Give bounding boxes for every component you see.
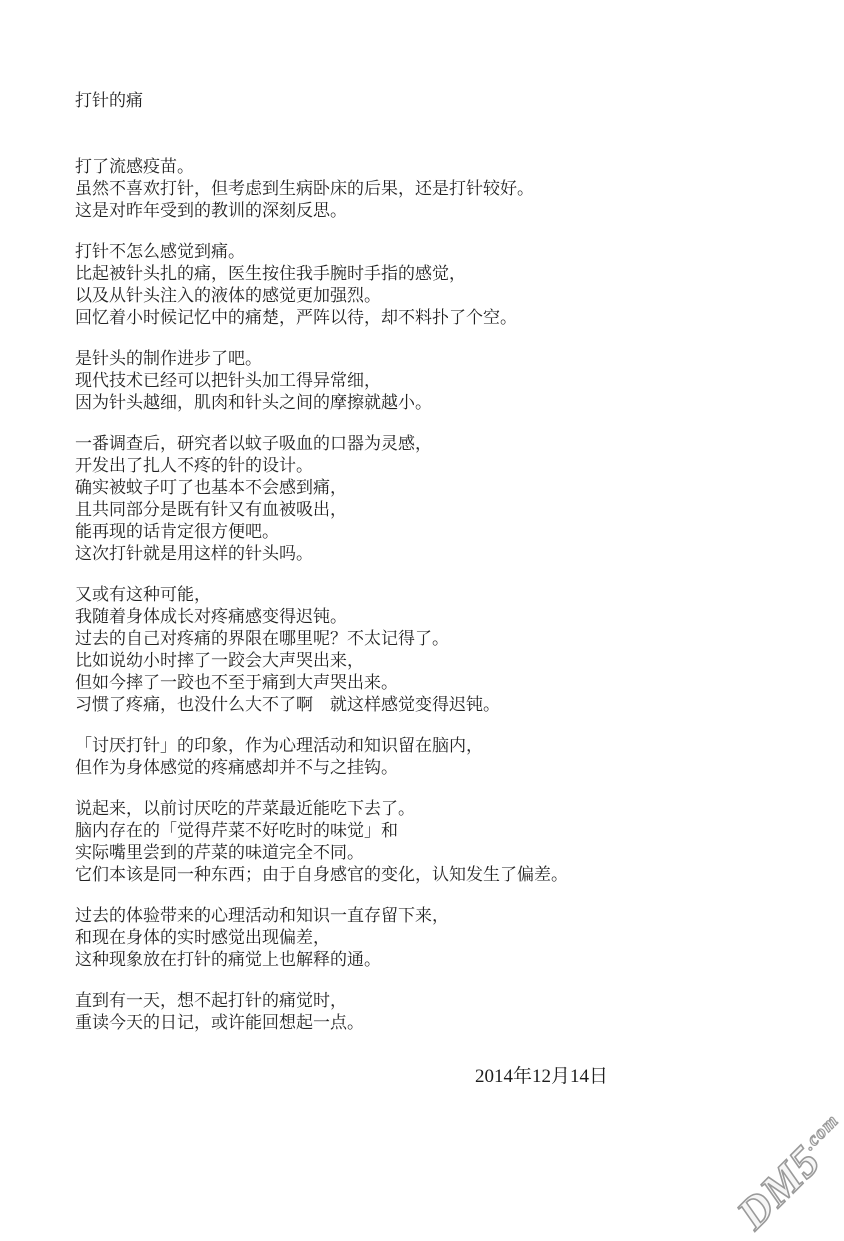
text-line: 这种现象放在打针的痛觉上也解释的通。 bbox=[75, 950, 381, 969]
text-line: 又或有这种可能， bbox=[75, 585, 211, 604]
text-line: 过去的体验带来的心理活动和知识一直存留下来， bbox=[75, 906, 449, 925]
text-line: 打了流感疫苗。 bbox=[75, 157, 194, 176]
paragraph bbox=[75, 798, 775, 886]
text-line: 回忆着小时候记忆中的痛楚，严阵以待，却不料扑了个空。 bbox=[75, 308, 517, 327]
text-line: 脑内存在的「觉得芹菜不好吃时的味觉」和 bbox=[75, 821, 398, 840]
text-line: 比起被针头扎的痛，医生按住我手腕时手指的感觉， bbox=[75, 264, 466, 283]
text-line: 重读今天的日记，或许能回想起一点。 bbox=[75, 1013, 364, 1032]
text-line: 但如今摔了一跤也不至于痛到大声哭出来。 bbox=[75, 673, 398, 692]
page-title: 打针的痛 bbox=[75, 91, 143, 110]
text-line: 过去的自己对疼痛的界限在哪里呢？不太记得了。 bbox=[75, 629, 449, 648]
text-line: 我随着身体成长对疼痛感变得迟钝。 bbox=[75, 607, 347, 626]
text-line: 但作为身体感觉的疼痛感却并不与之挂钩。 bbox=[75, 758, 398, 777]
text-line: 打针不怎么感觉到痛。 bbox=[75, 242, 245, 261]
text-line: 说起来，以前讨厌吃的芹菜最近能吃下去了。 bbox=[75, 799, 415, 818]
paragraph bbox=[75, 735, 775, 779]
paragraph bbox=[75, 156, 775, 222]
text-line: 比如说幼小时摔了一跤会大声哭出来， bbox=[75, 651, 364, 670]
text-line: 实际嘴里尝到的芹菜的味道完全不同。 bbox=[75, 843, 364, 862]
text-line: 它们本该是同一种东西；由于自身感官的变化，认知发生了偏差。 bbox=[75, 865, 568, 884]
text-line: 确实被蚊子叮了也基本不会感到痛， bbox=[75, 478, 347, 497]
diary-page bbox=[75, 90, 775, 1053]
watermark-text: DM5 bbox=[727, 1135, 830, 1239]
text-line: 能再现的话肯定很方便吧。 bbox=[75, 522, 279, 541]
text-line: 是针头的制作进步了吧。 bbox=[75, 349, 262, 368]
text-line: 现代技术已经可以把针头加工得异常细， bbox=[75, 371, 381, 390]
text-line: 直到有一天，想不起打针的痛觉时， bbox=[75, 991, 347, 1010]
text-line: 开发出了扎人不疼的针的设计。 bbox=[75, 456, 313, 475]
watermark-suffix-text: .com bbox=[798, 1110, 843, 1155]
entry-date: 2014年12月14日 bbox=[475, 1066, 609, 1087]
dm5-watermark bbox=[727, 1069, 844, 1241]
text-line: 且共同部分是既有针又有血被吸出， bbox=[75, 500, 347, 519]
paragraph bbox=[75, 990, 775, 1034]
text-line: 这次打针就是用这样的针头吗。 bbox=[75, 544, 313, 563]
text-line: 习惯了疼痛，也没什么大不了啊 就这样感觉变得迟钝。 bbox=[75, 695, 500, 714]
text-line: 「讨厌打针」的印象，作为心理活动和知识留在脑内， bbox=[75, 736, 483, 755]
text-line: 因为针头越细，肌肉和针头之间的摩擦就越小。 bbox=[75, 393, 432, 412]
paragraph bbox=[75, 905, 775, 971]
paragraph bbox=[75, 584, 775, 716]
text-line: 虽然不喜欢打针，但考虑到生病卧床的后果，还是打针较好。 bbox=[75, 179, 534, 198]
text-line: 这是对昨年受到的教训的深刻反思。 bbox=[75, 201, 347, 220]
paragraph bbox=[75, 241, 775, 329]
text-line: 以及从针头注入的液体的感觉更加强烈。 bbox=[75, 286, 381, 305]
text-line: 和现在身体的实时感觉出现偏差， bbox=[75, 928, 330, 947]
text-line: 一番调查后，研究者以蚊子吸血的口器为灵感， bbox=[75, 434, 432, 453]
paragraph bbox=[75, 348, 775, 414]
paragraph bbox=[75, 433, 775, 565]
